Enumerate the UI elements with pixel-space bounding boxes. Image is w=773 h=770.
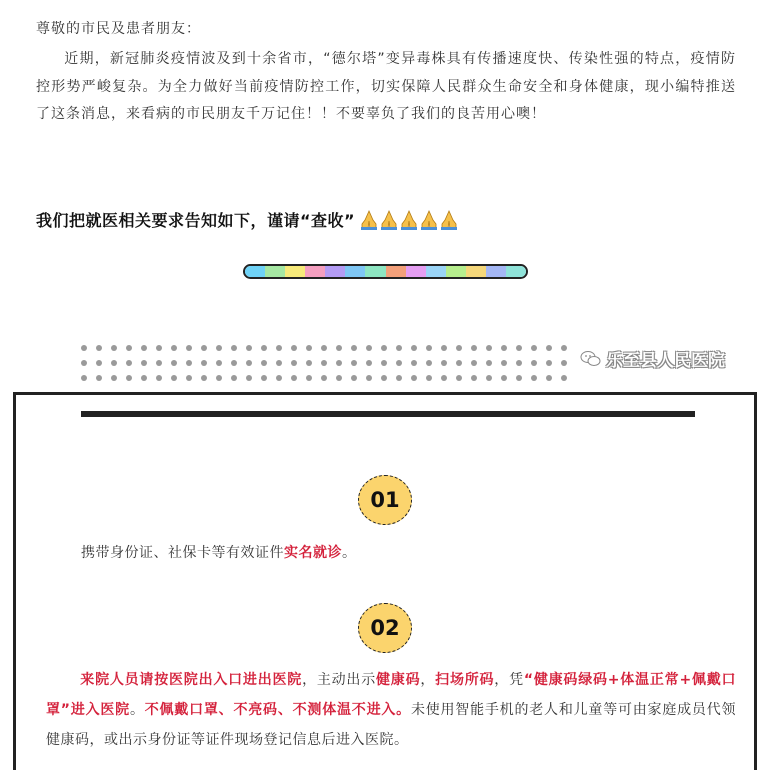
item-01-end: 。 [342,545,357,561]
decorative-dot [546,375,552,381]
decorative-dot [81,360,87,366]
decorative-dot [246,375,252,381]
decorative-dot [411,360,417,366]
decorative-dot [126,360,132,366]
decorative-dot [441,345,447,351]
item-01-plain: 携带身份证、社保卡等有效证件 [81,545,284,561]
rainbow-segment [245,266,265,277]
decorative-dot [291,375,297,381]
decorative-dot [201,375,207,381]
praying-hands-icon [399,209,419,231]
decorative-dot [321,375,327,381]
decorative-dot [276,375,282,381]
decorative-dot [171,360,177,366]
decorative-dot [381,345,387,351]
item-02-seg2: ，主动出示 [302,672,376,688]
dot-pattern-decoration [80,343,570,385]
decorative-dot [306,345,312,351]
decorative-dot [261,345,267,351]
rainbow-segment [345,266,365,277]
item-number-badge: 02 [358,603,412,653]
decorative-dot [516,360,522,366]
decorative-dot [351,360,357,366]
decorative-dot [366,345,372,351]
decorative-dot [396,360,402,366]
watermark-text: 乐至县人民医院 [606,351,725,371]
decorative-dot [426,345,432,351]
decorative-dot [306,375,312,381]
praying-hands-icon [359,209,459,231]
rainbow-segment [446,266,466,277]
rainbow-segment [285,266,305,277]
decorative-dot [276,360,282,366]
decorative-dot [246,360,252,366]
item-02-seg6: ，凭 [494,672,524,688]
decorative-dot [126,375,132,381]
decorative-dot [456,375,462,381]
decorative-dot [321,360,327,366]
decorative-dot [111,360,117,366]
watermark [580,346,725,371]
decorative-dot [321,345,327,351]
item-02-seg7: “健康码绿码+体温正常 [523,672,680,688]
decorative-dot [291,345,297,351]
decorative-dot [441,360,447,366]
decorative-dot [156,375,162,381]
decorative-dot [261,375,267,381]
decorative-dot [426,360,432,366]
item-02-text [46,665,736,755]
item-02-seg12: 可由家庭成员代领健康码，或出示身份证等证件现场登记信息后进入医院。 [46,702,737,748]
decorative-dot [96,345,102,351]
decorative-dot [171,345,177,351]
decorative-dot [171,375,177,381]
decorative-dot [471,375,477,381]
decorative-dot [561,360,567,366]
item-02-seg5: 扫场所码 [435,672,495,688]
item-02-seg10: 不佩戴口罩、不亮码、不测体温不进入。 [144,702,411,718]
item-02-seg3: 健康码 [376,672,421,688]
decorative-dot [261,360,267,366]
decorative-dot [216,375,222,381]
decorative-dot [561,375,567,381]
decorative-dot [441,375,447,381]
decorative-dot [381,360,387,366]
decorative-dot [456,360,462,366]
decorative-dot [141,375,147,381]
intro-text: 近期，新冠肺炎疫情波及到十余省市，“德尔塔”变异毒株具有传播速度快、传染性强的特点，疫情防控形势严峻复杂。为全力做好当前疫情防控工作，切实保障人民群众生命安全和身体健康，现小编特推送了这条消息，来看病的市民朋友千万记住！！不要辜负了我们的良苦用心噢！ [36,51,736,122]
rainbow-segment [506,266,526,277]
decorative-dot [126,345,132,351]
greeting: 尊敬的市民及患者朋友： [36,21,201,37]
decorative-dot [276,345,282,351]
rainbow-segment [365,266,385,277]
item-01-text [81,538,357,568]
rainbow-segment [265,266,285,277]
decorative-dot [216,360,222,366]
rainbow-segment [386,266,406,277]
headline [36,208,459,231]
decorative-dot [96,360,102,366]
decorative-dot [81,375,87,381]
decorative-dot [231,375,237,381]
decorative-dot [366,375,372,381]
decorative-dot [501,360,507,366]
praying-hands-icon [379,209,399,231]
item-02-seg1: 来院人员请按医院出入口进出医院 [80,672,303,688]
decorative-dot [186,375,192,381]
decorative-dot [336,345,342,351]
decorative-dot [141,345,147,351]
decorative-dot [156,345,162,351]
item-02-seg11: 未使用智能手机的老人和儿童等 [410,702,618,718]
praying-hands-icon [419,209,439,231]
item-02-seg8: +佩戴口罩”进入医院 [46,672,737,718]
decorative-dot [231,360,237,366]
decorative-dot [201,345,207,351]
rainbow-segment [486,266,506,277]
decorative-dot [516,375,522,381]
intro-paragraph [36,46,736,129]
decorative-dot [111,345,117,351]
item-01-highlight: 实名就诊 [284,545,342,561]
item-02-seg9: 。 [129,702,145,718]
decorative-dot [111,375,117,381]
decorative-dot [381,375,387,381]
decorative-dot [531,375,537,381]
rainbow-segment [466,266,486,277]
rainbow-divider [243,264,528,279]
decorative-dot [546,360,552,366]
rainbow-segment [426,266,446,277]
decorative-dot [486,375,492,381]
decorative-dot [201,360,207,366]
decorative-dot [411,375,417,381]
wechat-icon [580,350,602,368]
decorative-dot [186,345,192,351]
decorative-dot [456,345,462,351]
decorative-dot [396,345,402,351]
praying-hands-icon [359,209,379,231]
item-number-badge: 01 [358,475,412,525]
decorative-dot [531,345,537,351]
rainbow-segment [406,266,426,277]
decorative-dot [471,345,477,351]
decorative-dot [366,360,372,366]
rainbow-segment [325,266,345,277]
decorative-dot [516,345,522,351]
decorative-dot [426,375,432,381]
decorative-dot [561,345,567,351]
decorative-dot [531,360,537,366]
decorative-dot [546,345,552,351]
decorative-dot [471,360,477,366]
praying-hands-icon [439,209,459,231]
decorative-dot [486,360,492,366]
decorative-dot [351,375,357,381]
decorative-dot [96,375,102,381]
decorative-dot [411,345,417,351]
decorative-dot [351,345,357,351]
decorative-dot [336,360,342,366]
card-top-rule [81,411,695,417]
decorative-dot [396,375,402,381]
decorative-dot [81,345,87,351]
decorative-dot [231,345,237,351]
decorative-dot [501,345,507,351]
notice-card [13,392,757,770]
decorative-dot [486,345,492,351]
headline-text: 我们把就医相关要求告知如下，谨请“查收” [36,211,356,230]
rainbow-segment [305,266,325,277]
item-02-seg4: ， [420,672,436,688]
decorative-dot [141,360,147,366]
decorative-dot [246,345,252,351]
decorative-dot [291,360,297,366]
decorative-dot [156,360,162,366]
decorative-dot [306,360,312,366]
decorative-dot [216,345,222,351]
decorative-dot [186,360,192,366]
decorative-dot [501,375,507,381]
decorative-dot [336,375,342,381]
